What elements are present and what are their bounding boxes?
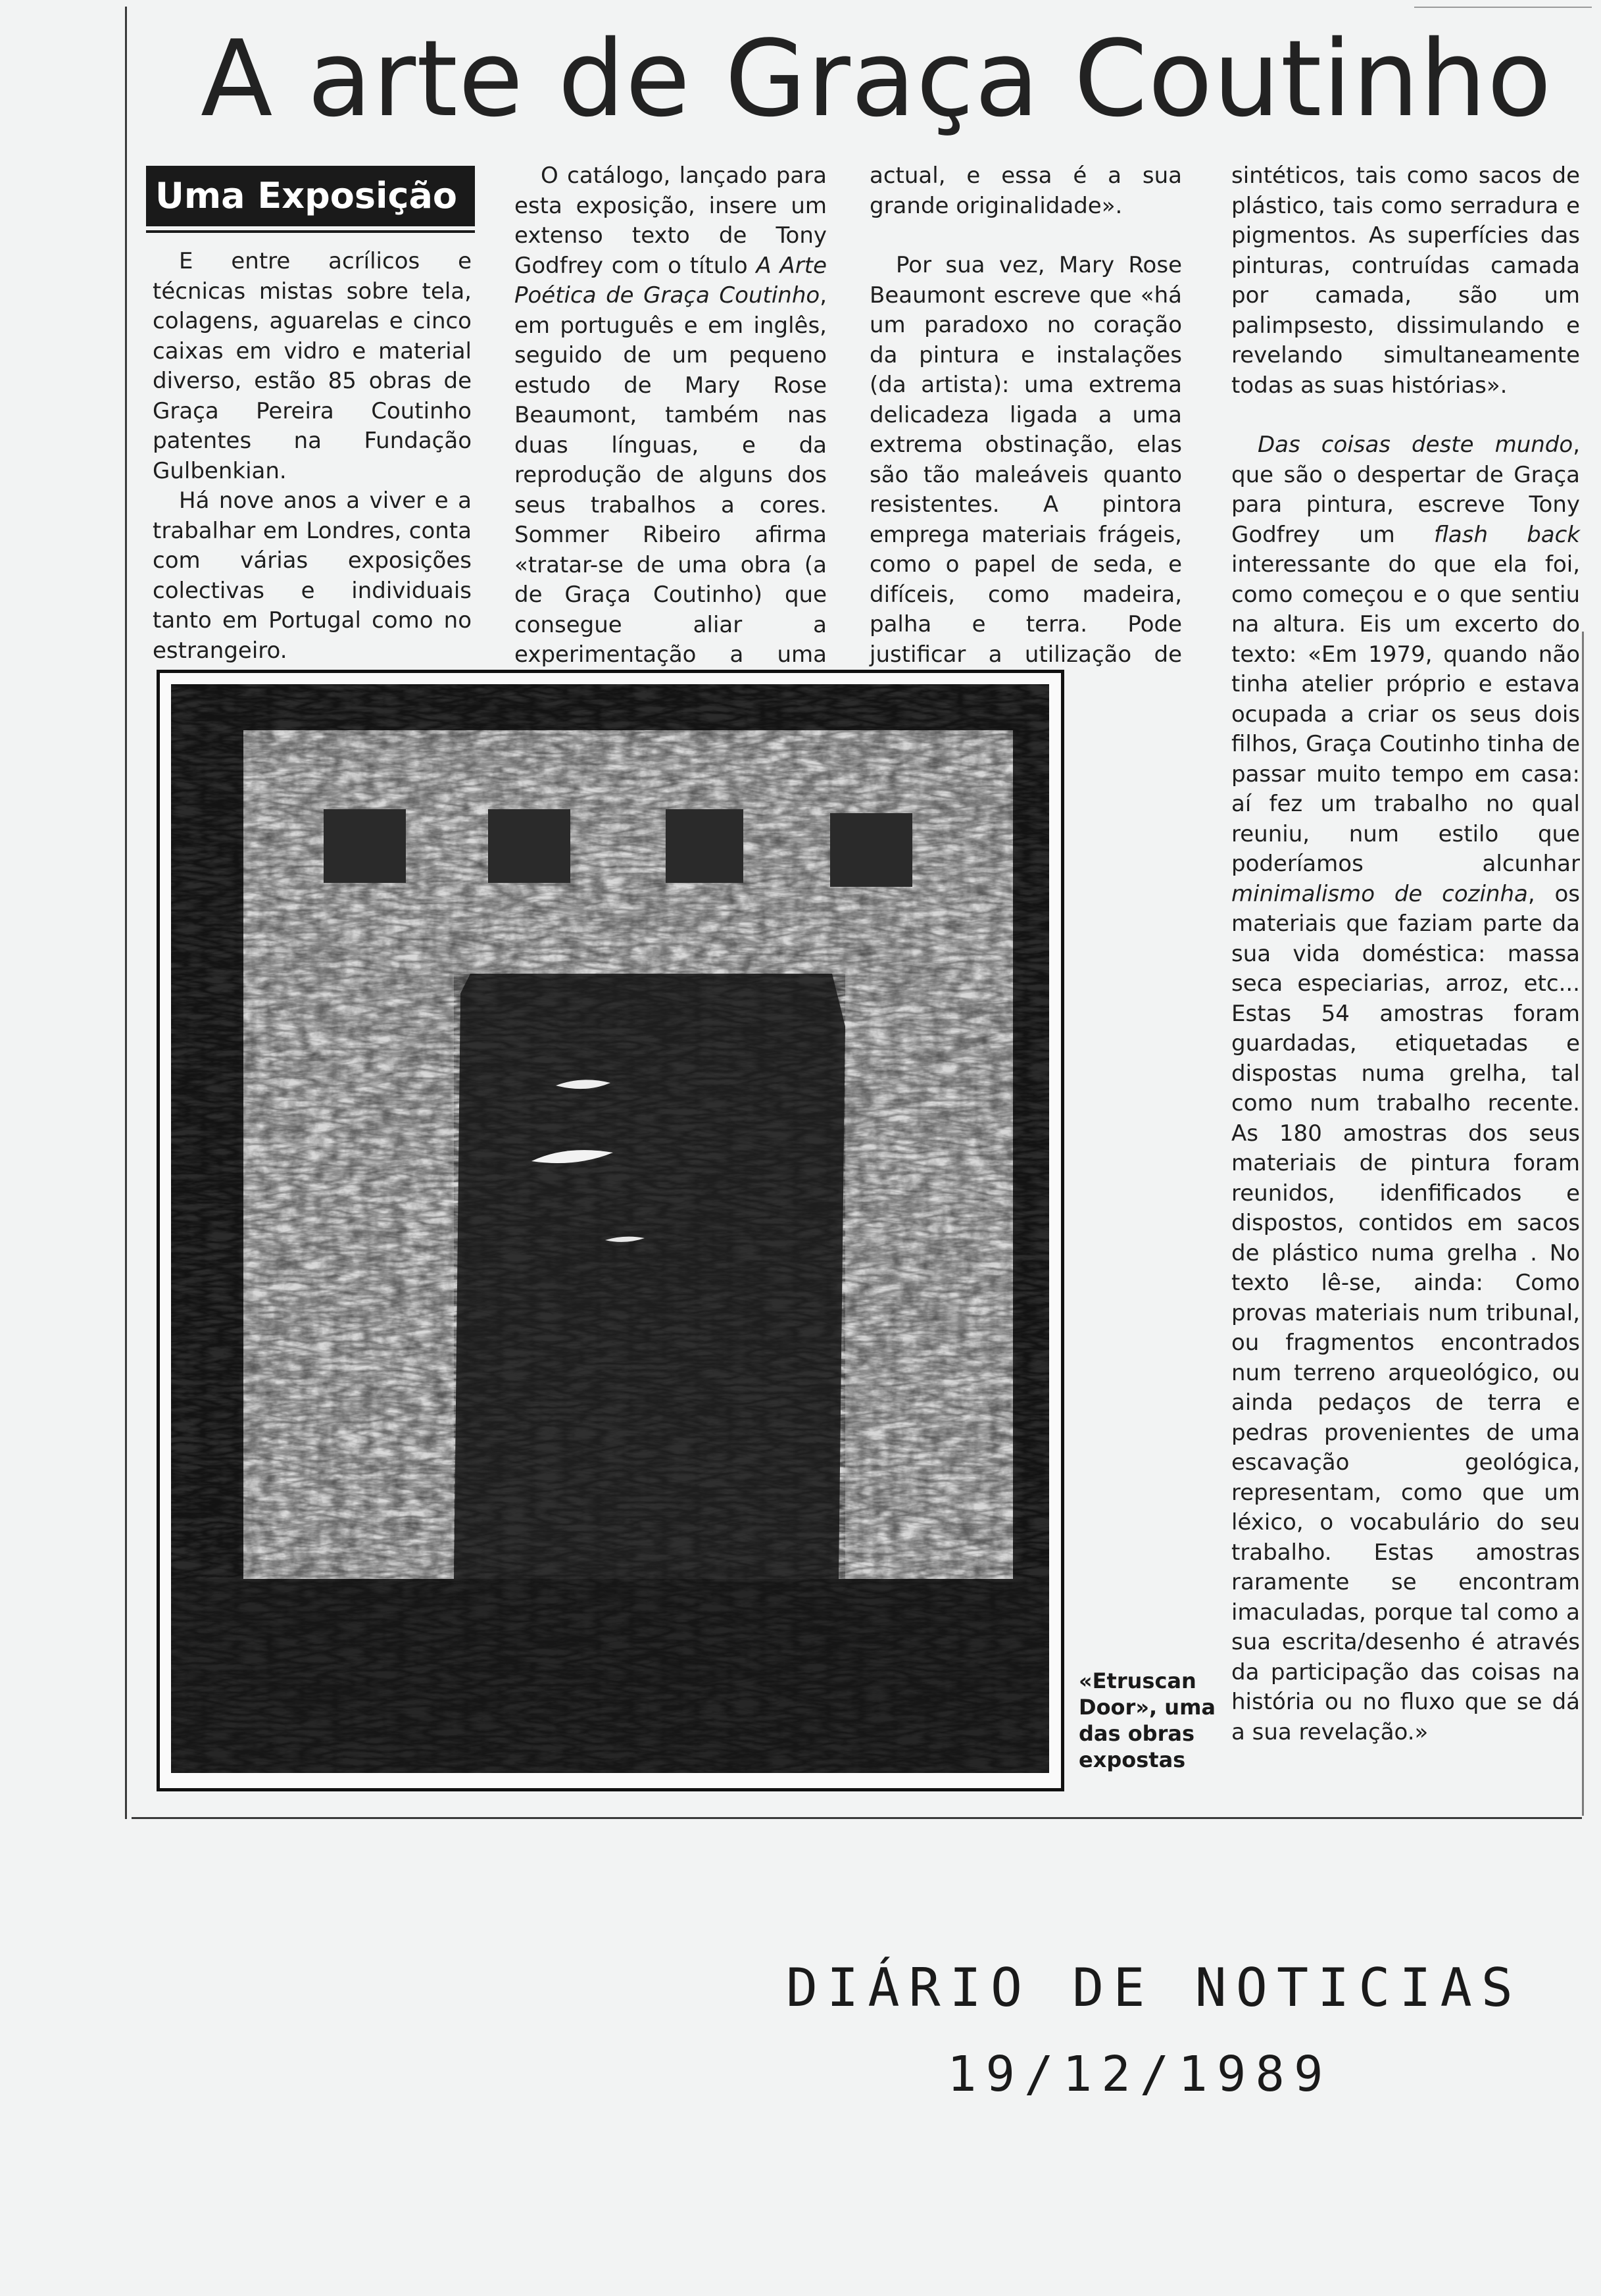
section-rule [146, 230, 475, 233]
clipping-top-border [1414, 7, 1592, 8]
clipping-bottom-border [132, 1817, 1582, 1819]
handwritten-source: DIÁRIO DE NOTICIAS [786, 1957, 1522, 2018]
paragraph: Das coisas deste mundo, que são o despertar de Graça para pintura, escreve Tony Godfrey um flash back interessante do que ela foi, como começou e o que sentiu na altura. Eis um excerto do texto: «Em 1979, quando não tinha atelier próprio e estava ocupada a criar os seus dois filhos, Graça Coutinho tinha de passar muito tempo em casa: aí fez um trabalho no qual reuniu, num estilo que poderíamos alcunhar minimalismo de cozinha, os materiais que faziam parte da sua vida doméstica: massa seca especiarias, arroz, etc... Estas 54 amostras foram guardadas, etiquetadas e dispostas numa grelha, tal como num trabalho recente. As 180 amostras dos seus materiais de pintura foram reunidos, idenfificados e dispostos, contidos em sacos de plástico numa grelha . No texto lê-se, ainda: Como provas materiais num tribunal, ou fragmentos encontrados num terreno arqueológico, ou ainda pedaços de terra e pedras provenientes de uma escavação geológica, representam, como que um léxico, o vocabulário do seu trabalho. Estas amostras raramente se encontram imaculadas, porque tal como a sua escrita/desenho é através da participação das coisas na história ou no fluxo que se dá a sua revelação.» [1231, 432, 1580, 1745]
paragraph: actual, e essa é a sua grande originalidade». [870, 162, 1182, 219]
paragraph: E entre acrílicos e técnicas mistas sobre tela, colagens, aguarelas e cinco caixas em vidro e material diverso, estão 85 obras de Graça Pereira Coutinho patentes na Fundação Gulbenkian. [153, 248, 472, 484]
section-label: Uma Exposição [146, 166, 475, 226]
article-column-2 [514, 161, 827, 700]
article-column-4 [1231, 161, 1580, 1747]
article-column-3 [870, 161, 1182, 700]
article-headline: A arte de Graça Coutinho [201, 17, 1552, 140]
paragraph: O catálogo, lançado para esta exposição, insere um extenso texto de Tony Godfrey com o título A Arte Poética de Graça Coutinho, em português e em inglês, seguido de um pequeno estudo de Mary Rose Beaumont, também nas duas línguas, e da reprodução de alguns dos seus trabalhos a cores. Sommer Ribeiro afirma «tratar-se de uma obra (a de Graça Coutinho) que consegue aliar a experimentação a uma [514, 162, 827, 668]
article-column-1 [153, 247, 472, 666]
photo-caption: «Etruscan Door», uma das obras expostas [1079, 1668, 1216, 1772]
clipping-right-border [1582, 632, 1584, 1816]
paragraph: Há nove anos a viver e a trabalhar em Londres, conta com várias exposições colectivas e individuais tanto em Portugal como no estrangeiro. [153, 487, 472, 664]
artwork-photo-etruscan-door [171, 684, 1049, 1773]
paragraph: sintéticos, tais como sacos de plástico, tais como serradura e pigmentos. As superfícies das pinturas, contruídas camada por camada, são um palimpsesto, dissimulando e revelando simultaneamente todas as suas histórias». [1231, 162, 1580, 399]
clipping-left-border [125, 7, 127, 1819]
handwritten-date: 19/12/1989 [947, 2046, 1333, 2103]
paragraph: Por sua vez, Mary Rose Beaumont escreve que «há um paradoxo no coração da pintura e instalações (da artista): uma extrema delicadeza ligada a uma extrema obstinação, elas são tão maleáveis quanto resistentes. A pintora emprega materiais frágeis, como o papel de seda, e difíceis, como madeira, palha e terra. Pode justificar a utilização de [870, 252, 1182, 668]
